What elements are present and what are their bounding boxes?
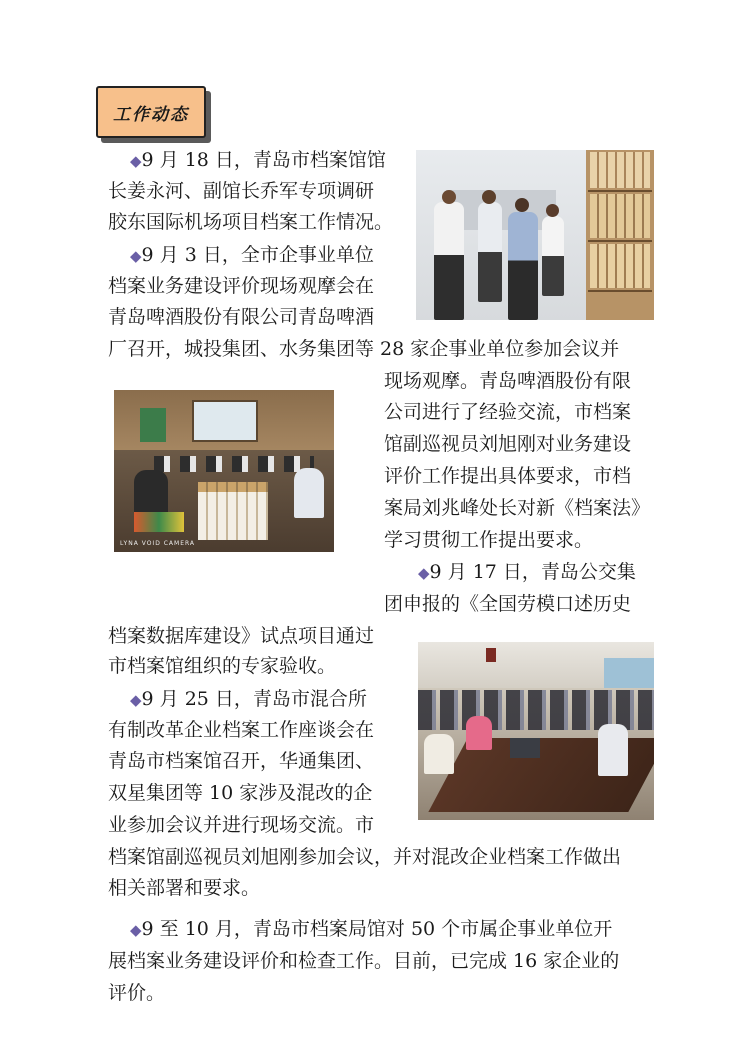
news-item-1-line-1: ◆9 月 18 日，青岛市档案馆馆 (130, 149, 386, 171)
news-item-4-line-6: 档案馆副巡视员刘旭刚参加会议，并对混改企业档案工作做出 (108, 846, 622, 868)
archive-room-photo (416, 150, 654, 320)
news-item-2-line-7: 馆副巡视员刘旭刚对业务建设 (384, 433, 632, 455)
news-item-2-line-2: 档案业务建设评价现场观摩会在 (108, 275, 375, 297)
news-item-2-line-10: 学习贯彻工作提出要求。 (384, 529, 594, 551)
news-item-2-line-1: ◆9 月 3 日，全市企事业单位 (130, 244, 374, 266)
news-item-4-line-2: 有制改革企业档案工作座谈会在 (108, 719, 375, 741)
news-item-5-line-3: 评价。 (108, 982, 166, 1004)
news-item-2-line-8: 评价工作提出具体要求，市档 (384, 465, 632, 487)
news-item-3-line-3: 档案数据库建设》试点项目通过 (108, 625, 375, 647)
news-item-2-line-5: 现场观摩。青岛啤酒股份有限 (384, 370, 632, 392)
news-item-4-line-1: ◆9 月 25 日，青岛市混合所 (130, 688, 367, 710)
news-item-1-line-2: 长姜永河、副馆长乔军专项调研 (108, 180, 375, 202)
news-item-3-line-1: ◆9 月 17 日，青岛公交集 (418, 561, 636, 583)
camera-watermark: LYNA VOID CAMERA (120, 540, 196, 547)
news-item-4-line-5: 业参加会议并进行现场交流。市 (108, 814, 375, 836)
news-item-4-line-7: 相关部署和要求。 (108, 877, 261, 899)
news-item-4-line-4: 双星集团等 10 家涉及混改的企 (108, 782, 373, 804)
diamond-bullet-icon: ◆ (418, 564, 430, 582)
news-item-2-line-6: 公司进行了经验交流，市档案 (384, 401, 632, 423)
meeting-with-binders-photo (114, 390, 334, 552)
diamond-bullet-icon: ◆ (130, 921, 142, 939)
news-item-2-line-9: 案局刘兆峰处长对新《档案法》 (384, 497, 651, 519)
section-tag: 工作动态 (96, 86, 206, 138)
news-item-2-line-3: 青岛啤酒股份有限公司青岛啤酒 (108, 306, 375, 328)
diamond-bullet-icon: ◆ (130, 247, 142, 265)
news-item-1-line-3: 胶东国际机场项目档案工作情况。 (108, 211, 394, 233)
news-item-2-line-4: 厂召开，城投集团、水务集团等 28 家企事业单位参加会议并 (108, 338, 620, 360)
news-item-5-line-1: ◆9 至 10 月，青岛市档案局馆对 50 个市属企事业单位开 (130, 918, 613, 940)
diamond-bullet-icon: ◆ (130, 691, 142, 709)
conference-room-photo (418, 642, 654, 820)
news-item-3-line-4: 市档案馆组织的专家验收。 (108, 655, 337, 677)
news-item-5-line-2: 展档案业务建设评价和检查工作。目前，已完成 16 家企业的 (108, 950, 620, 972)
diamond-bullet-icon: ◆ (130, 152, 142, 170)
news-item-3-line-2: 团申报的《全国劳模口述历史 (384, 593, 632, 615)
news-item-4-line-3: 青岛市档案馆召开，华通集团、 (108, 750, 375, 772)
